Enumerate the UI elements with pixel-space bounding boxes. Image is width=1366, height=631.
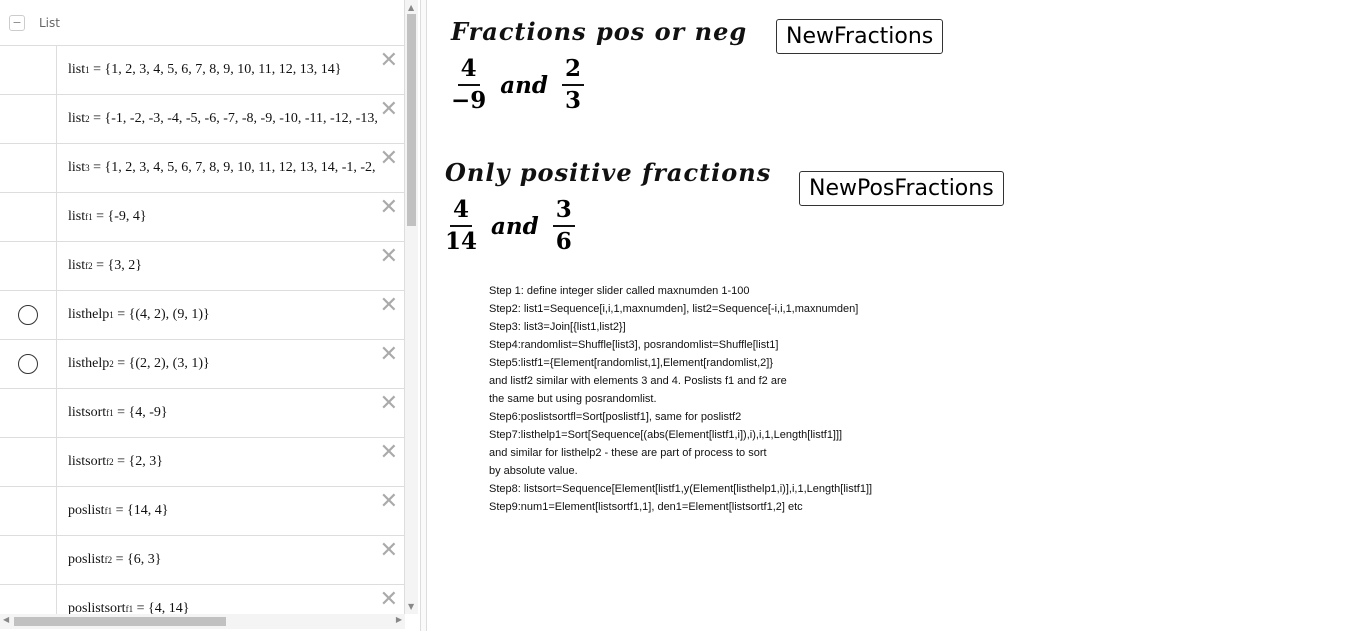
object-name: listsort [68, 405, 107, 420]
visibility-toggle[interactable] [0, 242, 57, 290]
equals: = [113, 307, 129, 322]
expression[interactable] [57, 193, 147, 241]
step-line: and listf2 similar with elements 3 and 4. Poslists f1 and f2 are [489, 375, 787, 387]
step-line: Step7:listhelp1=Sort[Sequence[(abs(Element[listf1,i]),i),i,1,Length[listf1]]] [489, 429, 843, 441]
visibility-toggle[interactable] [0, 389, 57, 437]
object-value: {(2, 2), (3, 1)} [128, 356, 210, 371]
subscript: f1 [104, 506, 113, 516]
equals: = [112, 552, 127, 567]
pane-divider[interactable] [420, 0, 427, 631]
algebra-row[interactable] [0, 241, 404, 290]
visibility-toggle[interactable] [0, 291, 57, 339]
algebra-row[interactable] [0, 290, 404, 339]
visibility-toggle[interactable] [0, 438, 57, 486]
and-text: and [500, 71, 548, 99]
denominator: 14 [445, 228, 478, 255]
expression[interactable] [57, 438, 163, 486]
subscript: 2 [109, 359, 114, 369]
numerator: 3 [553, 195, 575, 227]
positive-fractions-display [445, 195, 575, 257]
object-name: list [68, 258, 86, 273]
circle-icon[interactable] [18, 354, 38, 374]
delete-icon[interactable]: ✕ [379, 48, 398, 73]
algebra-row[interactable] [0, 535, 404, 584]
algebra-row[interactable] [0, 388, 404, 437]
delete-icon[interactable]: ✕ [379, 489, 398, 514]
step-line: Step6:poslistsortfl=Sort[poslistf1], same for poslistf2 [489, 411, 742, 423]
delete-icon[interactable]: ✕ [379, 293, 398, 318]
subscript: f2 [85, 261, 93, 271]
algebra-row[interactable] [0, 94, 404, 143]
object-value: {3, 2} [107, 258, 142, 273]
list-group-header[interactable] [0, 0, 404, 45]
visibility-toggle[interactable] [0, 193, 57, 241]
object-name: list [68, 62, 86, 77]
object-value: {-1, -2, -3, -4, -5, -6, -7, -8, -9, -10, -11, -12, -13, [104, 111, 378, 126]
step-line: by absolute value. [489, 465, 578, 477]
fractions-display [451, 54, 584, 116]
subscript: 2 [85, 114, 90, 124]
vertical-scrollbar[interactable] [405, 0, 418, 614]
subscript: f1 [125, 604, 134, 614]
object-value: {1, 2, 3, 4, 5, 6, 7, 8, 9, 10, 11, 12, 13, 14} [104, 62, 342, 77]
delete-icon[interactable]: ✕ [379, 97, 398, 122]
subscript: 1 [109, 310, 114, 320]
visibility-toggle[interactable] [0, 144, 57, 192]
object-name: list [68, 209, 86, 224]
expression[interactable] [57, 291, 210, 339]
object-value: {14, 4} [126, 503, 169, 518]
step-line: Step3: list3=Join[{list1,list2}] [489, 321, 626, 333]
algebra-row[interactable] [0, 486, 404, 535]
equals: = [89, 62, 105, 77]
scroll-down-icon[interactable]: ▼ [408, 602, 415, 611]
equals: = [89, 111, 105, 126]
delete-icon[interactable]: ✕ [379, 391, 398, 416]
collapse-icon[interactable]: − [9, 15, 25, 31]
object-value: {6, 3} [126, 552, 162, 567]
delete-icon[interactable]: ✕ [379, 195, 398, 220]
object-name: listhelp [68, 307, 110, 322]
subscript: f1 [106, 408, 114, 418]
visibility-toggle[interactable] [0, 536, 57, 584]
object-name: poslist [68, 552, 105, 567]
object-name: poslist [68, 503, 105, 518]
algebra-row[interactable] [0, 45, 404, 94]
expression[interactable] [57, 95, 378, 143]
visibility-toggle[interactable] [0, 46, 57, 94]
delete-icon[interactable]: ✕ [379, 342, 398, 367]
step-line: Step8: listsort=Sequence[Element[listf1,y(Element[listhelp1,i)],i,1,Length[listf1]] [489, 483, 873, 495]
expression[interactable] [57, 46, 341, 94]
equals: = [92, 209, 108, 224]
numerator: 4 [458, 54, 480, 86]
subscript: 3 [85, 163, 90, 173]
visibility-toggle[interactable] [0, 585, 57, 614]
algebra-row[interactable] [0, 339, 404, 388]
subscript: f2 [104, 555, 113, 565]
delete-icon[interactable]: ✕ [379, 244, 398, 269]
algebra-row[interactable] [0, 192, 404, 241]
object-value: {1, 2, 3, 4, 5, 6, 7, 8, 9, 10, 11, 12, 13, 14, -1, -2, [104, 160, 376, 175]
object-value: {4, -9} [128, 405, 168, 420]
instructions-text [489, 282, 872, 516]
object-name: listsort [68, 454, 107, 469]
expression[interactable] [57, 144, 376, 192]
denominator: 6 [555, 228, 572, 255]
scroll-left-icon[interactable]: ◀ [3, 615, 10, 624]
denominator: 3 [565, 87, 582, 114]
object-name: list [68, 160, 86, 175]
equals: = [113, 454, 129, 469]
delete-icon[interactable]: ✕ [379, 587, 398, 612]
equals: = [113, 405, 129, 420]
expression[interactable] [57, 389, 168, 437]
expression[interactable] [57, 536, 161, 584]
object-name: list [68, 111, 86, 126]
visibility-toggle[interactable] [0, 487, 57, 535]
group-label: List [39, 15, 60, 30]
scroll-up-icon[interactable]: ▲ [408, 3, 415, 12]
equals: = [112, 503, 127, 518]
scroll-right-icon[interactable]: ▶ [395, 615, 402, 624]
expression[interactable] [57, 487, 168, 535]
algebra-view [0, 0, 405, 614]
step-line: Step 1: define integer slider called maxnumden 1-100 [489, 285, 750, 297]
circle-icon[interactable] [18, 305, 38, 325]
subscript: f1 [85, 212, 93, 222]
expression[interactable] [57, 340, 210, 388]
object-value: {4, 14} [147, 601, 190, 614]
step-line: Step5:listf1={Element[randomlist,1],Element[randomlist,2]} [489, 357, 774, 369]
step-line: Step9:num1=Element[listsortf1,1], den1=Element[listsortf1,2] etc [489, 501, 803, 513]
visibility-toggle[interactable] [0, 95, 57, 143]
algebra-row[interactable] [0, 143, 404, 192]
equals: = [133, 601, 148, 614]
scroll-thumb[interactable] [407, 14, 416, 226]
step-line: the same but using posrandomlist. [489, 393, 657, 405]
object-name: poslistsort [68, 601, 126, 614]
object-value: {(4, 2), (9, 1)} [128, 307, 210, 322]
object-value: {-9, 4} [107, 209, 147, 224]
scroll-thumb[interactable] [14, 617, 226, 626]
algebra-row[interactable] [0, 437, 404, 486]
numerator: 4 [450, 195, 472, 227]
numerator: 2 [562, 54, 584, 86]
horizontal-scrollbar[interactable] [0, 614, 405, 629]
step-line: and similar for listhelp2 - these are part of process to sort [489, 447, 767, 459]
algebra-row[interactable] [0, 584, 404, 614]
subscript: f2 [106, 457, 114, 467]
expression[interactable] [57, 242, 142, 290]
visibility-toggle[interactable] [0, 340, 57, 388]
equals: = [113, 356, 129, 371]
delete-icon[interactable]: ✕ [379, 146, 398, 171]
delete-icon[interactable]: ✕ [379, 538, 398, 563]
delete-icon[interactable]: ✕ [379, 440, 398, 465]
title-fractions: Fractions pos or neg [451, 17, 748, 46]
expression[interactable] [57, 585, 189, 614]
equals: = [92, 258, 108, 273]
object-name: listhelp [68, 356, 110, 371]
title-positive-fractions: Only positive fractions [445, 158, 772, 187]
step-line: Step4:randomlist=Shuffle[list3], posrandomlist=Shuffle[list1] [489, 339, 779, 351]
denominator: −9 [451, 87, 487, 114]
equals: = [89, 160, 105, 175]
new-fractions-button[interactable]: NewFractions [776, 19, 943, 54]
subscript: 1 [85, 65, 90, 75]
object-value: {2, 3} [128, 454, 163, 469]
new-pos-fractions-button[interactable]: NewPosFractions [799, 171, 1004, 206]
and-text: and [491, 212, 539, 240]
step-line: Step2: list1=Sequence[i,i,1,maxnumden], list2=Sequence[-i,i,1,maxnumden] [489, 303, 859, 315]
